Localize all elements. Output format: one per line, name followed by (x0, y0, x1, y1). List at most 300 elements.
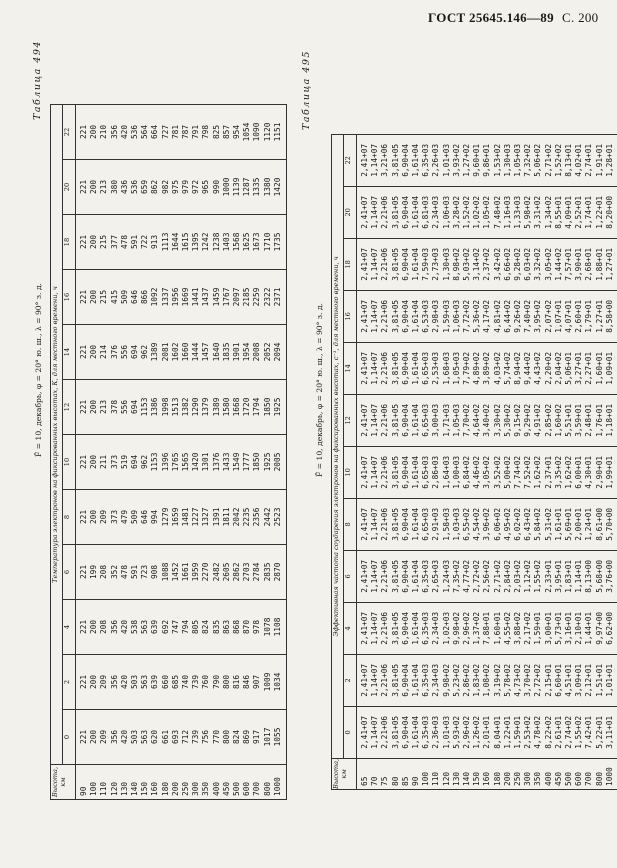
value-cell: 1,59+01 (533, 602, 543, 654)
value-cell: 1459 (212, 270, 222, 325)
value-cell: 378 (110, 380, 120, 435)
table-row (89, 105, 99, 800)
table-494-label: Таблица 494 (32, 40, 43, 120)
value-cell: 2,36+03 (431, 706, 441, 758)
altitude-cell: 70 (370, 758, 380, 789)
value-cell: 4,46+02 (472, 446, 482, 498)
value-cell: 1720 (242, 380, 252, 435)
table-row (191, 105, 201, 800)
value-cell: 6,65+03 (421, 498, 431, 550)
value-cell: 1,61+04 (411, 394, 421, 446)
value-cell: 221 (76, 380, 90, 435)
value-cell: 1327 (201, 490, 211, 545)
value-cell: 2,96+02 (462, 706, 472, 758)
time-column-header: 14 (63, 325, 76, 380)
value-cell: 1,61+04 (411, 290, 421, 342)
value-cell: 420 (120, 105, 130, 160)
value-cell: 1238 (212, 215, 222, 270)
value-cell: 6,65+03 (421, 446, 431, 498)
value-cell: 221 (76, 105, 90, 160)
value-cell: 1,14+07 (370, 498, 380, 550)
value-cell: 1,59+01 (513, 706, 523, 758)
altitude-header: Высота, км (332, 758, 357, 789)
value-cell: 2,91+03 (431, 498, 441, 550)
value-cell: 781 (171, 105, 181, 160)
value-cell: 200 (89, 380, 99, 435)
value-cell: 2005 (273, 435, 287, 490)
altitude-cell: 80 (391, 758, 401, 789)
value-cell: 712 (181, 710, 191, 765)
value-cell: 9,15+02 (513, 394, 523, 446)
value-cell: 1673 (252, 215, 262, 270)
value-cell: 982 (161, 160, 171, 215)
value-cell: 2094 (273, 325, 287, 380)
value-cell: 694 (130, 380, 140, 435)
altitude-cell: 140 (462, 758, 472, 789)
value-cell: 3,81+05 (391, 446, 401, 498)
value-cell: 1151 (273, 105, 287, 160)
value-cell: 6,81+03 (421, 186, 431, 238)
value-cell: 1,76+01 (595, 394, 605, 446)
value-cell: 6,65+03 (421, 394, 431, 446)
value-cell: 1386 (150, 380, 160, 435)
value-cell: 1,60+01 (595, 342, 605, 394)
value-cell: 199 (89, 545, 99, 600)
value-cell: 1,52+02 (554, 134, 564, 186)
value-cell: 6,90+04 (401, 290, 411, 342)
value-cell: 2,07+02 (544, 290, 554, 342)
value-cell: 2862 (232, 545, 242, 600)
table-row (212, 105, 222, 800)
value-cell: 2042 (232, 490, 242, 545)
value-cell: 2,21+06 (380, 654, 390, 706)
value-cell: 1108 (273, 600, 287, 655)
value-cell: 1735 (273, 215, 287, 270)
value-cell: 9,29+02 (523, 394, 533, 446)
value-cell: 1034 (273, 655, 287, 710)
value-cell: 1403 (222, 215, 232, 270)
value-cell: 5,74+02 (503, 342, 513, 394)
value-cell: 200 (89, 435, 99, 490)
value-cell: 1,37+02 (472, 602, 482, 654)
value-cell: 685 (171, 655, 181, 710)
value-cell: 2,41+07 (357, 186, 371, 238)
table-row (533, 134, 543, 789)
value-cell: 6,06+02 (493, 498, 503, 550)
value-cell: 760 (201, 655, 211, 710)
value-cell: 7,35+02 (452, 550, 462, 602)
value-cell: 200 (89, 710, 99, 765)
table-row (370, 134, 380, 789)
table-row (482, 134, 492, 789)
value-cell: 3,59+01 (574, 394, 584, 446)
value-cell: 221 (76, 710, 90, 765)
table-row (391, 134, 401, 789)
value-cell: 800 (222, 655, 232, 710)
value-cell: 1,53+02 (493, 134, 503, 186)
value-cell: 3,35+02 (554, 446, 564, 498)
value-cell: 1335 (252, 160, 262, 215)
value-cell: 1,61+04 (411, 446, 421, 498)
value-cell: 6,90+04 (401, 186, 411, 238)
value-cell: 835 (212, 600, 222, 655)
value-cell: 1153 (140, 380, 150, 435)
value-cell: 2081 (161, 325, 171, 380)
value-cell: 2,53+03 (431, 342, 441, 394)
value-cell: 2,61+01 (554, 706, 564, 758)
altitude-cell: 500 (564, 758, 574, 789)
table-row (120, 105, 130, 800)
value-cell: 7,79+02 (462, 342, 472, 394)
value-cell: 722 (140, 215, 150, 270)
altitude-cell: 160 (482, 758, 492, 789)
value-cell: 3,76+00 (605, 550, 617, 602)
value-cell: 1391 (212, 490, 222, 545)
value-cell: 2097 (232, 270, 242, 325)
value-cell: 6,90+04 (401, 498, 411, 550)
value-cell: 1,22+01 (503, 706, 513, 758)
value-cell: 2,21+06 (380, 238, 390, 290)
value-cell: 747 (171, 600, 181, 655)
value-cell: 2,90+01 (595, 446, 605, 498)
value-cell: 2,34+03 (431, 602, 441, 654)
table-row (605, 134, 617, 789)
table-row (201, 105, 211, 800)
value-cell: 1481 (181, 490, 191, 545)
value-cell: 3,81+05 (391, 602, 401, 654)
value-cell: 6,60+01 (554, 654, 564, 706)
value-cell: 6,35+03 (421, 602, 431, 654)
value-cell: 1568 (232, 215, 242, 270)
value-cell: 975 (171, 160, 181, 215)
value-cell: 794 (181, 600, 191, 655)
value-cell: 1,06+03 (452, 290, 462, 342)
value-cell: 200 (89, 600, 99, 655)
altitude-cell: 250 (513, 758, 523, 789)
value-cell: 2870 (273, 545, 287, 600)
value-cell: 2,15+01 (544, 654, 554, 706)
value-cell: 509 (120, 270, 130, 325)
value-cell: 3,95+02 (533, 290, 543, 342)
value-cell: 1,08+02 (482, 654, 492, 706)
value-cell: 3,93+02 (452, 134, 462, 186)
value-cell: 2,41+07 (357, 290, 371, 342)
altitude-cell: 1000 (605, 758, 617, 789)
altitude-cell: 250 (181, 765, 191, 800)
value-cell: 1925 (263, 435, 273, 490)
value-cell: 1956 (171, 270, 181, 325)
value-cell: 1,61+04 (411, 498, 421, 550)
value-cell: 7,40+02 (523, 290, 533, 342)
altitude-cell: 140 (130, 765, 140, 800)
value-cell: 2,56+02 (482, 550, 492, 602)
value-cell: 846 (242, 655, 252, 710)
table-row (99, 105, 109, 800)
value-cell: 2,21+06 (380, 342, 390, 394)
value-cell: 9,86+01 (482, 134, 492, 186)
value-cell: 4,03+02 (493, 342, 503, 394)
value-cell: 791 (191, 105, 201, 160)
value-cell: 1660 (181, 325, 191, 380)
value-cell: 8,20+00 (605, 186, 617, 238)
value-cell: 1301 (201, 435, 211, 490)
value-cell: 1,61+04 (411, 654, 421, 706)
altitude-cell: 110 (99, 765, 109, 800)
value-cell: 1,27+01 (605, 238, 617, 290)
value-cell: 591 (130, 545, 140, 600)
value-cell: 1,59+03 (442, 290, 452, 342)
time-column-header: 6 (63, 545, 76, 600)
value-cell: 420 (120, 600, 130, 655)
altitude-cell: 200 (503, 758, 513, 789)
value-cell: 208 (99, 600, 109, 655)
value-cell: 3,19+02 (493, 654, 503, 706)
value-cell: 639 (150, 655, 160, 710)
super-header: Эффективная частота соударения электронов на фиксированных высотах, с⁻¹, для местного времени, ч (332, 134, 344, 758)
value-cell: 739 (191, 710, 201, 765)
value-cell: 2784 (252, 545, 262, 600)
value-cell: 6,55+02 (462, 498, 472, 550)
super-header: Температура электронов на фиксированных высотах, К, для местного времени, ч (51, 105, 63, 765)
value-cell: 436 (120, 160, 130, 215)
table-row (554, 134, 564, 789)
value-cell: 1,27+01 (595, 290, 605, 342)
value-cell: 3,05+02 (544, 238, 554, 290)
value-cell: 2,86+02 (462, 654, 472, 706)
value-cell: 825 (212, 105, 222, 160)
value-cell: 1054 (242, 105, 252, 160)
value-cell: 1433 (222, 435, 232, 490)
table-row (181, 105, 191, 800)
value-cell: 2,41+07 (357, 446, 371, 498)
time-column-header: 12 (344, 394, 357, 446)
value-cell: 3,96+02 (482, 498, 492, 550)
value-cell: 1580 (222, 380, 232, 435)
value-cell: 208 (99, 545, 109, 600)
altitude-cell: 350 (533, 758, 543, 789)
value-cell: 1,62+02 (564, 446, 574, 498)
value-cell: 221 (76, 270, 90, 325)
value-cell: 3,40+02 (482, 394, 492, 446)
altitude-cell: 120 (442, 758, 452, 789)
altitude-cell: 150 (140, 765, 150, 800)
value-cell: 994 (150, 490, 160, 545)
value-cell: 1,44+01 (584, 602, 594, 654)
value-cell: 787 (181, 105, 191, 160)
altitude-cell: 1000 (273, 765, 287, 800)
table-row (232, 105, 242, 800)
value-cell: 1640 (212, 325, 222, 380)
value-cell: 972 (191, 160, 201, 215)
value-cell: 962 (140, 435, 150, 490)
value-cell: 6,43+02 (523, 498, 533, 550)
value-cell: 907 (252, 655, 262, 710)
value-cell: 420 (120, 710, 130, 765)
value-cell: 509 (130, 490, 140, 545)
value-cell: 200 (89, 655, 99, 710)
altitude-cell: 110 (431, 758, 441, 789)
time-column-header: 4 (344, 602, 357, 654)
value-cell: 5,03+02 (462, 238, 472, 290)
value-cell: 1389 (150, 325, 160, 380)
value-cell: 3,27+01 (574, 342, 584, 394)
value-cell: 3,31+02 (533, 186, 543, 238)
value-cell: 564 (140, 105, 150, 160)
table-row (442, 134, 452, 789)
table-row (252, 105, 262, 800)
altitude-cell: 800 (595, 758, 605, 789)
value-cell: 2,12+01 (584, 654, 594, 706)
standard-number: ГОСТ 25645.146—89 (428, 10, 554, 25)
value-cell: 2,03+02 (513, 550, 523, 602)
value-cell: 5,70+00 (605, 498, 617, 550)
value-cell: 1,62+02 (533, 446, 543, 498)
value-cell: 2,21+06 (380, 550, 390, 602)
value-cell: 7,42+01 (584, 706, 594, 758)
value-cell: 221 (76, 435, 90, 490)
value-cell: 1,55+02 (533, 550, 543, 602)
value-cell: 8,04+01 (493, 706, 503, 758)
value-cell: 1835 (222, 325, 232, 380)
time-column-header: 8 (344, 498, 357, 550)
value-cell: 3,89+02 (482, 342, 492, 394)
altitude-cell: 180 (493, 758, 503, 789)
altitude-cell: 85 (401, 758, 411, 789)
value-cell: 519 (120, 435, 130, 490)
value-cell: 376 (110, 325, 120, 380)
value-cell: 1,61+04 (411, 238, 421, 290)
altitude-cell: 700 (584, 758, 594, 789)
table-row (76, 105, 90, 800)
value-cell: 6,35+03 (421, 706, 431, 758)
value-cell: 3,42+02 (493, 238, 503, 290)
time-column-header: 22 (344, 134, 357, 186)
value-cell: 6,66+02 (503, 238, 513, 290)
value-cell: 1,14+07 (370, 134, 380, 186)
value-cell: 1,05+03 (513, 134, 523, 186)
value-cell: 213 (99, 160, 109, 215)
value-cell: 3,00+01 (544, 602, 554, 654)
value-cell: 1,14+07 (370, 238, 380, 290)
value-cell: 1,24+01 (584, 498, 594, 550)
table-row (421, 134, 431, 789)
value-cell: 536 (130, 105, 140, 160)
value-cell: 556 (120, 380, 130, 435)
value-cell: 1661 (181, 545, 191, 600)
value-cell: 917 (252, 710, 262, 765)
value-cell: 1765 (171, 435, 181, 490)
value-cell: 1,44+02 (554, 238, 564, 290)
time-column-header: 18 (63, 215, 76, 270)
value-cell: 1,83+02 (472, 654, 482, 706)
value-cell: 2,41+07 (357, 706, 371, 758)
value-cell: 1017 (263, 710, 273, 765)
value-cell: 6,00+01 (574, 446, 584, 498)
value-cell: 1,14+07 (370, 186, 380, 238)
value-cell: 538 (130, 600, 140, 655)
value-cell: 908 (150, 545, 160, 600)
value-cell: 1227 (191, 490, 201, 545)
altitude-cell: 130 (452, 758, 462, 789)
value-cell: 2,65+03 (431, 550, 441, 602)
value-cell: 1,05+02 (482, 186, 492, 238)
value-cell: 790 (212, 655, 222, 710)
value-cell: 5,00+02 (503, 446, 513, 498)
value-cell: 1,61+04 (411, 602, 421, 654)
value-cell: 9,98+02 (452, 602, 462, 654)
value-cell: 2,48+01 (584, 394, 594, 446)
value-cell: 798 (201, 105, 211, 160)
altitude-cell: 100 (89, 765, 99, 800)
value-cell: 2371 (273, 270, 287, 325)
value-cell: 1777 (242, 435, 252, 490)
value-cell: 6,65+03 (421, 342, 431, 394)
value-cell: 9,60+01 (472, 134, 482, 186)
value-cell: 3,81+05 (391, 186, 401, 238)
value-cell: 4,78+02 (533, 706, 543, 758)
value-cell: 1615 (181, 215, 191, 270)
value-cell: 9,44+02 (523, 342, 533, 394)
table-494-title: F̄ = 10, декабрь, φ = 20° ю. ш., λ = 90° з. д. (34, 283, 43, 457)
value-cell: 2,04+02 (554, 342, 564, 394)
value-cell: 1279 (161, 490, 171, 545)
value-cell: 6,84+02 (462, 446, 472, 498)
value-cell: 415 (110, 270, 120, 325)
value-cell: 8,55+01 (554, 186, 564, 238)
value-cell: 1549 (232, 435, 242, 490)
value-cell: 2703 (242, 545, 252, 600)
value-cell: 200 (89, 270, 99, 325)
value-cell: 8,22+02 (544, 706, 554, 758)
value-cell: 857 (222, 105, 232, 160)
value-cell: 2,71+02 (493, 550, 503, 602)
value-cell: 1,99+01 (605, 446, 617, 498)
value-cell: 1,14+07 (370, 342, 380, 394)
value-cell: 2523 (273, 490, 287, 545)
value-cell: 8,13+00 (584, 550, 594, 602)
altitude-cell: 500 (232, 765, 242, 800)
value-cell: 3,14+02 (472, 238, 482, 290)
value-cell: 9,97+00 (595, 602, 605, 654)
value-cell: 862 (150, 160, 160, 215)
value-cell: 7,57+01 (564, 238, 574, 290)
altitude-cell: 400 (212, 765, 222, 800)
value-cell: 978 (252, 600, 262, 655)
value-cell: 3,88+02 (513, 602, 523, 654)
value-cell: 1669 (181, 270, 191, 325)
altitude-cell: 160 (150, 765, 160, 800)
value-cell: 2356 (252, 490, 262, 545)
value-cell: 1,71+03 (442, 394, 452, 446)
value-cell: 2835 (263, 545, 273, 600)
value-cell: 4,02+01 (574, 134, 584, 186)
value-cell: 2,34+03 (431, 186, 441, 238)
value-cell: 1,61+04 (411, 186, 421, 238)
value-cell: 420 (120, 655, 130, 710)
time-column-header: 16 (63, 270, 76, 325)
value-cell: 2605 (222, 545, 232, 600)
value-cell: 1602 (171, 325, 181, 380)
table-494-block (32, 40, 312, 800)
time-column-header: 18 (344, 238, 357, 290)
value-cell: 1,30+03 (442, 238, 452, 290)
value-cell: 2008 (252, 325, 262, 380)
value-cell: 6,03+02 (523, 238, 533, 290)
time-column-header: 20 (344, 186, 357, 238)
table-row (472, 134, 482, 789)
value-cell: 2,41+07 (357, 342, 371, 394)
value-cell: 563 (140, 710, 150, 765)
